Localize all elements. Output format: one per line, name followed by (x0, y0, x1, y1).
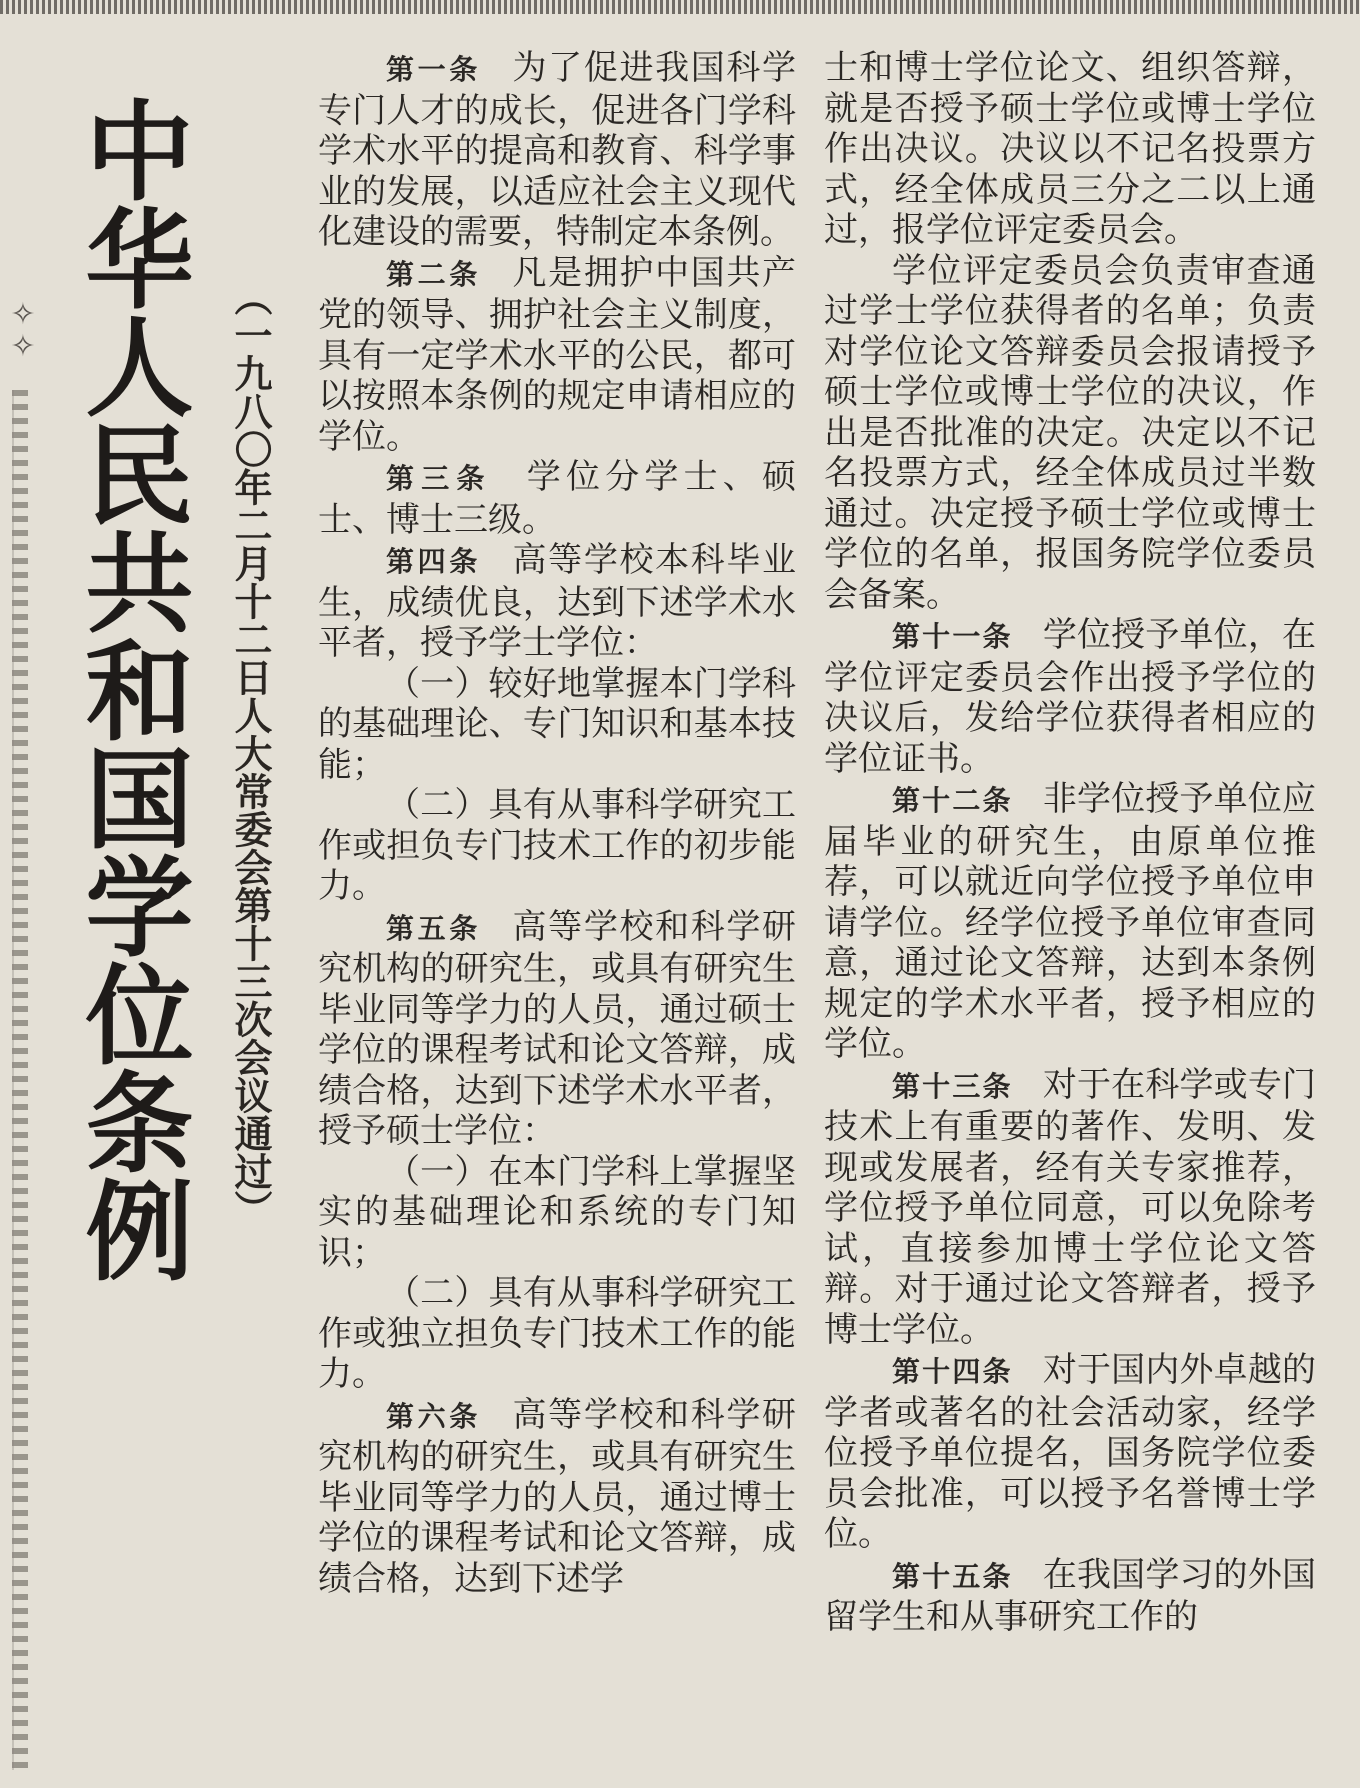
article-text: 高等学校和科学研究机构的研究生，或具有研究生毕业同等学力的人员，通过博士学位的课程考试和论文答辩，成绩合格，达到下述学 (318, 1394, 796, 1599)
article-text: 学位分学士、硕士、博士三级。 (318, 457, 796, 540)
article-text: 学位授予单位，在学位评定委员会作出授予学位的决议后，发给学位获得者相应的学位证书。 (824, 615, 1316, 779)
article-text: 在我国学习的外国留学生和从事研究工作的 (824, 1554, 1316, 1637)
article-label: 第十三条 (892, 1069, 1013, 1103)
article-text: 非学位授予单位应届毕业的研究生，由原单位推荐，可以就近向学位授予单位申请学位。经学位授予单位审查同意，通过论文答辩，达到本条例规定的学术水平者，授予相应的学位。 (824, 779, 1316, 1064)
article-10-continuation: 士和博士学位论文、组织答辩，就是否授予硕士学位或博士学位作出决议。决议以不记名投票方式，经全体成员三分之二以上通过，报学位评定委员会。 (824, 48, 1316, 250)
article-3 (318, 457, 796, 540)
article-4-item-1: （一）较好地掌握本门学科的基础理论、专门知识和基本技能； (318, 663, 796, 785)
article-text: 对于在科学或专门技术上有重要的著作、发明、发现或发展者，经有关专家推荐，学位授予单位同意，可以免除考试，直接参加博士学位论文答辩。对于通过论文答辩者，授予博士学位。 (824, 1064, 1316, 1350)
top-dotted-rule (0, 0, 1360, 14)
ornament-star-icon: ✧ (10, 329, 36, 364)
article-label: 第六条 (386, 1399, 481, 1433)
article-label: 第二条 (386, 257, 481, 291)
article-text: 高等学校本科毕业生，成绩优良，达到下述学术水平者，授予学士学位： (318, 540, 796, 663)
text-column-2 (824, 48, 1316, 1788)
article-label: 第十二条 (892, 784, 1013, 817)
article-4 (318, 540, 796, 664)
article-5-item-1: （一）在本门学科上掌握坚实的基础理论和系统的专门知识； (318, 1151, 796, 1273)
article-label: 第四条 (386, 545, 481, 578)
article-label: 第十一条 (892, 620, 1013, 653)
article-5 (318, 907, 796, 1152)
article-10-paragraph: 学位评定委员会负责审查通过学士学位获得者的名单；负责对学位论文答辩委员会报请授予硕士学位或博士学位的决议，作出是否批准的决定。决定以不记名投票方式，经全体成员过半数通过。决定授予硕士学位或博士学位的名单，报国务院学位委员会备案。 (824, 250, 1316, 615)
article-text: 高等学校和科学研究机构的研究生，或具有研究生毕业同等学力的人员，通过硕士学位的课程考试和论文答辩，成绩合格，达到下述学术水平者，授予硕士学位： (318, 906, 796, 1151)
article-4-item-2: （二）具有从事科学研究工作或担负专门技术工作的初步能力。 (318, 785, 796, 906)
text-column-1 (318, 48, 796, 1788)
article-label: 第一条 (386, 53, 481, 86)
article-14 (824, 1350, 1316, 1555)
article-11 (824, 615, 1316, 779)
article-2 (318, 253, 796, 458)
article-6 (318, 1395, 796, 1600)
article-text: 凡是拥护中国共产党的领导、拥护社会主义制度，具有一定学术水平的公民，都可以按照本条例的规定申请相应的学位。 (318, 252, 796, 457)
document-title: 中华人民共和国学位条例 (67, 95, 192, 1283)
article-1 (318, 48, 796, 253)
article-label: 第三条 (386, 462, 492, 495)
article-text: 对于国内外卓越的学者或著名的社会活动家，经学位授予单位提名，国务院学位委员会批准，可以授予名誉博士学位。 (824, 1350, 1316, 1554)
article-label: 第十五条 (892, 1559, 1013, 1593)
ornament-star-icon: ✧ (10, 297, 36, 332)
adoption-dateline: （一九八〇年二月十二日人大常委会第十三次会议通过） (228, 278, 272, 1228)
article-12 (824, 779, 1316, 1065)
article-5-item-2: （二）具有从事科学研究工作或独立担负专门技术工作的能力。 (318, 1273, 796, 1394)
decorative-border (12, 390, 28, 1770)
article-label: 第十四条 (892, 1355, 1013, 1388)
article-15 (824, 1555, 1316, 1638)
article-text: 为了促进我国科学专门人才的成长，促进各门学科学术水平的提高和教育、科学事业的发展，以适应社会主义现代化建设的需要，特制定本条例。 (318, 48, 796, 252)
article-13 (824, 1065, 1316, 1351)
article-label: 第五条 (386, 911, 481, 945)
